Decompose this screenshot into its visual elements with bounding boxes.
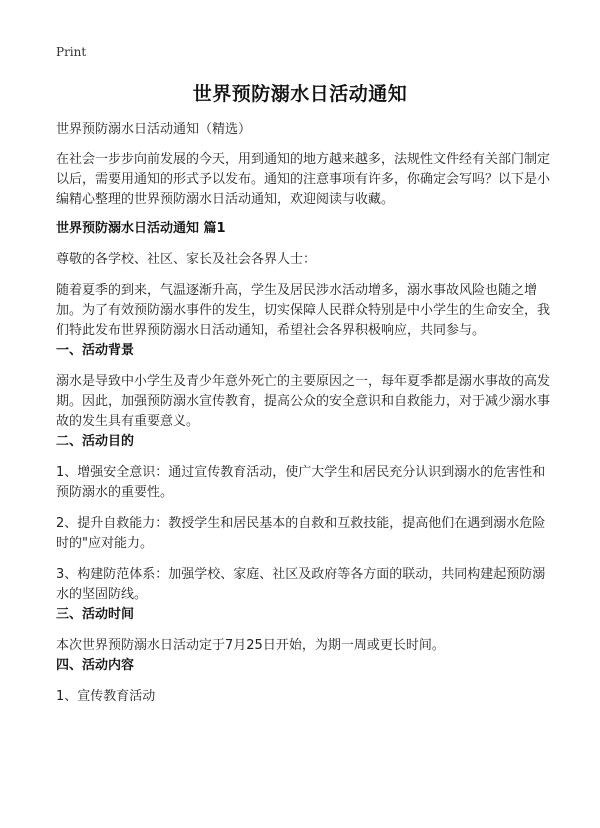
purpose-item-2: 2、提升自救能力：教授学生和居民基本的自救和互救技能，提高他们在遇到溺水危险时的"应对能力。 [56, 516, 546, 551]
section-time-body: 本次世界预防溺水日活动定于7月25日开始，为期一周或更长时间。 [56, 638, 445, 653]
article-heading: 世界预防溺水日活动通知 篇1 [56, 221, 226, 236]
document-content [56, 120, 552, 707]
opening-paragraph: 随着夏季的到来，气温逐渐升高，学生及居民涉水活动增多，溺水事故风险也随之增加。为了有效预防溺水事件的发生，切实保障人民群众特别是中小学生的生命安全，我们特此发布世界预防溺水日活动通知，希望社会各界积极响应，共同参与。 [56, 283, 551, 338]
section-background-body: 溺水是导致中小学生及青少年意外死亡的主要原因之一，每年夏季都是溺水事故的高发期。因此，加强预防溺水宣传教育，提高公众的安全意识和自救能力，对于减少溺水事故的发生具有重要意义。 [56, 374, 551, 429]
salutation: 尊敬的各学校、社区、家长及社会各界人士： [56, 252, 317, 267]
section-background-title: 一、活动背景 [56, 343, 135, 358]
section-purpose-title: 二、活动目的 [56, 434, 135, 449]
page-title: 世界预防溺水日活动通知 [192, 83, 408, 105]
section-time-title: 三、活动时间 [56, 607, 135, 622]
content-item-1: 1、宣传教育活动 [56, 689, 156, 704]
document-subtitle: 世界预防溺水日活动通知（精选） [56, 122, 252, 137]
purpose-item-1: 1、增强安全意识：通过宣传教育活动，使广大学生和居民充分认识到溺水的危害性和预防溺水的重要性。 [56, 465, 546, 500]
purpose-item-3: 3、构建防范体系：加强学校、家庭、社区及政府等各方面的联动，共同构建起预防溺水的坚固防线。 [56, 567, 546, 602]
section-content-title: 四、活动内容 [56, 658, 135, 673]
intro-paragraph: 在社会一步步向前发展的今天，用到通知的地方越来越多，法规性文件经有关部门制定以后，需要用通知的形式予以发布。通知的注意事项有许多，你确定会写吗？以下是小编精心整理的世界预防溺水日活动通知，欢迎阅读与收藏。 [56, 152, 551, 207]
print-label: Print [56, 45, 87, 59]
